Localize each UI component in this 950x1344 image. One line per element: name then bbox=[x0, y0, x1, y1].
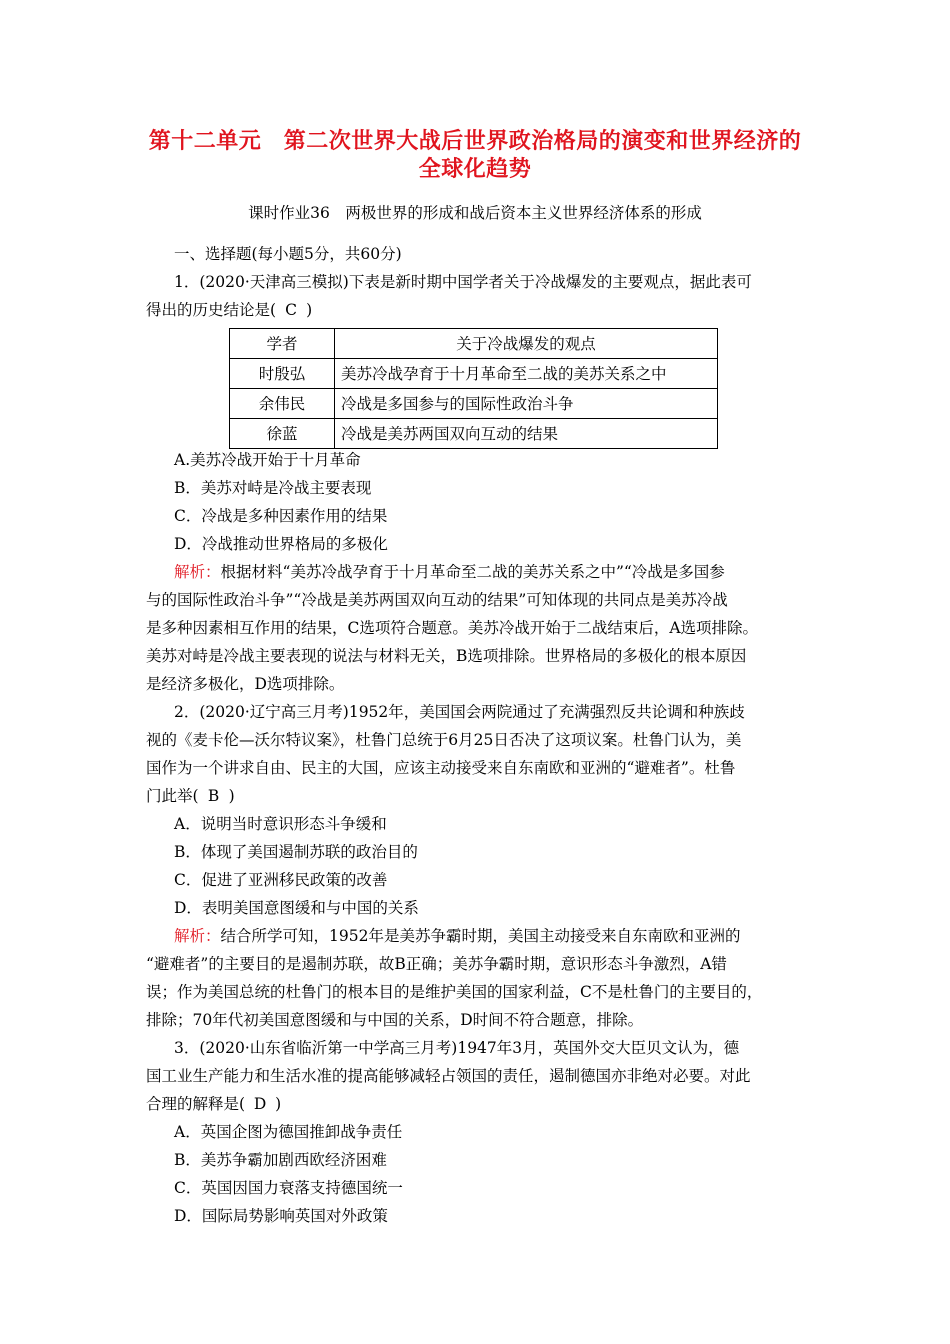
q2-analysis-line3: 误；作为美国总统的杜鲁门的根本目的是维护美国的国家利益，C不是杜鲁门的主要目的， bbox=[146, 983, 763, 1001]
table-header-cell: 学者 bbox=[230, 329, 335, 359]
q2-analysis-text: 结合所学可知，1952年是美苏争霸时期，美国主动接受来自东南欧和亚洲的 bbox=[220, 927, 741, 945]
table-cell-scholar: 余伟民 bbox=[230, 389, 335, 419]
q3-stem-line3 bbox=[146, 1094, 281, 1114]
q3-stem-line2: 国工业生产能力和生活水准的提高能够减轻占领国的责任，遏制德国亦非绝对必要。对此 bbox=[146, 1067, 751, 1085]
table-row bbox=[230, 389, 718, 419]
q1-analysis-line3: 是多种因素相互作用的结果，C选项符合题意。美苏冷战开始于二战结束后，A选项排除。 bbox=[146, 619, 759, 637]
q1-option-d: D．冷战推动世界格局的多极化 bbox=[174, 535, 388, 553]
q1-stem-text: 得出的历史结论是( bbox=[146, 301, 277, 319]
q1-option-c: C．冷战是多种因素作用的结果 bbox=[174, 507, 388, 525]
table-cell-scholar: 时殷弘 bbox=[230, 359, 335, 389]
q1-stem-line2 bbox=[146, 300, 312, 320]
q2-stem-text: 门此举( bbox=[146, 787, 199, 805]
table-cell-view: 美苏冷战孕育于十月革命至二战的美苏关系之中 bbox=[335, 359, 718, 389]
q1-option-b: B．美苏对峙是冷战主要表现 bbox=[174, 479, 372, 497]
q2-option-d: D．表明美国意图缓和与中国的关系 bbox=[174, 899, 419, 917]
q2-option-a: A．说明当时意识形态斗争缓和 bbox=[174, 815, 387, 833]
q2-option-c: C．促进了亚洲移民政策的改善 bbox=[174, 871, 388, 889]
section-heading: 一、选择题(每小题5分，共60分) bbox=[174, 245, 402, 263]
table-row bbox=[230, 419, 718, 449]
q2-stem-line2: 视的《麦卡伦—沃尔特议案》，杜鲁门总统于6月25日否决了这项议案。杜鲁门认为，美 bbox=[146, 731, 742, 749]
q3-option-a: A．英国企图为德国推卸战争责任 bbox=[174, 1123, 403, 1141]
q1-table bbox=[229, 328, 718, 449]
q1-stem-close: ) bbox=[306, 301, 313, 319]
q2-stem-line1: 2．(2020·辽宁高三月考)1952年，美国国会两院通过了充满强烈反共论调和种族歧 bbox=[174, 703, 745, 721]
table-row bbox=[230, 359, 718, 389]
q3-stem-line1: 3．(2020·山东省临沂第一中学高三月考)1947年3月，英国外交大臣贝文认为，德 bbox=[174, 1039, 740, 1057]
q2-stem-line3: 国作为一个讲求自由、民主的大国，应该主动接受来自东南欧和亚洲的“避难者”。杜鲁 bbox=[146, 759, 736, 777]
unit-title-line1: 第十二单元 第二次世界大战后世界政治格局的演变和世界经济的 bbox=[148, 129, 802, 154]
q1-analysis-label: 解析： bbox=[174, 563, 221, 581]
q2-stem-line4 bbox=[146, 786, 235, 806]
table-cell-view: 冷战是美苏两国双向互动的结果 bbox=[335, 419, 718, 449]
q1-analysis-line4: 美苏对峙是冷战主要表现的说法与材料无关，B选项排除。世界格局的多极化的根本原因 bbox=[146, 647, 747, 665]
q1-stem-line1: 1．(2020·天津高三模拟)下表是新时期中国学者关于冷战爆发的主要观点，据此表可 bbox=[174, 273, 752, 291]
q2-stem-close: ) bbox=[228, 787, 235, 805]
q2-analysis-line1 bbox=[174, 926, 740, 946]
q3-answer: D bbox=[253, 1095, 267, 1113]
q3-stem-text: 合理的解释是( bbox=[146, 1095, 246, 1113]
table-cell-scholar: 徐蓝 bbox=[230, 419, 335, 449]
q2-analysis-label: 解析： bbox=[174, 927, 221, 945]
q1-option-a: A.美苏冷战开始于十月革命 bbox=[174, 451, 361, 469]
lesson-subtitle: 课时作业36 两极世界的形成和战后资本主义世界经济体系的形成 bbox=[248, 204, 702, 222]
q2-option-b: B．体现了美国遏制苏联的政治目的 bbox=[174, 843, 418, 861]
q1-analysis-text: 根据材料“美苏冷战孕育于十月革命至二战的美苏关系之中”“冷战是多国参 bbox=[220, 563, 725, 581]
table-header-row bbox=[230, 329, 718, 359]
q3-option-b: B．美苏争霸加剧西欧经济困难 bbox=[174, 1151, 387, 1169]
unit-title-line2: 全球化趋势 bbox=[418, 157, 532, 182]
q1-analysis-line2: 与的国际性政治斗争”“冷战是美苏两国双向互动的结果”可知体现的共同点是美苏冷战 bbox=[146, 591, 728, 609]
q1-analysis-line1 bbox=[174, 562, 725, 582]
q1-answer: C bbox=[285, 301, 297, 319]
q3-stem-close: ) bbox=[275, 1095, 282, 1113]
q3-option-d: D．国际局势影响英国对外政策 bbox=[174, 1207, 388, 1225]
q2-analysis-line4: 排除；70年代初美国意图缓和与中国的关系，D时间不符合题意，排除。 bbox=[146, 1011, 644, 1029]
q1-analysis-line5: 是经济多极化，D选项排除。 bbox=[146, 675, 345, 693]
q3-option-c: C．英国因国力衰落支持德国统一 bbox=[174, 1179, 403, 1197]
q2-analysis-line2: “避难者”的主要目的是遏制苏联，故B正确；美苏争霸时期，意识形态斗争激烈，A错 bbox=[146, 955, 727, 973]
table-header-cell: 关于冷战爆发的观点 bbox=[335, 329, 718, 359]
table-cell-view: 冷战是多国参与的国际性政治斗争 bbox=[335, 389, 718, 419]
q2-answer: B bbox=[207, 787, 220, 805]
